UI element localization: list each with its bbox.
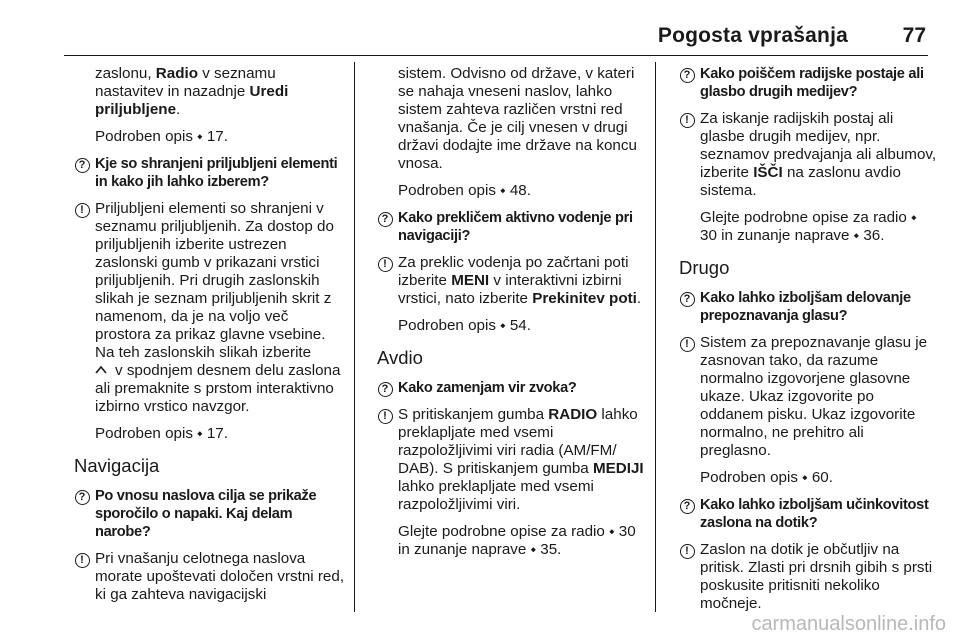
answer-icon: ! xyxy=(679,541,695,559)
answer-text: Priljubljeni elementi so shranjeni v seznamu priljubljenih. Za dostop do priljubljenih izberite ustrezen zaslonski gumb v prikazani vrstici priljubljenih. Pri drugih zaslonskih slikah je seznam priljubljenih skrit z namenom, da je na voljo več prostora za prikaz glavne vsebine. Na teh zaslonskih slikah izberite xyxy=(95,200,334,361)
chevron-up-icon xyxy=(95,364,107,376)
question-text: Kako zamenjam vir zvoka? xyxy=(398,380,577,396)
reference-text: Podroben opis ⬩ 60. xyxy=(700,469,833,486)
watermark: carmanualsonline.info xyxy=(751,613,946,635)
answer-icon: ! xyxy=(74,550,90,568)
question-icon: ? xyxy=(74,155,90,173)
question-text: Kje so shranjeni priljubljeni elementi in kako jih lahko izberem? xyxy=(95,156,338,190)
reference-text: Podroben opis ⬩ 17. xyxy=(95,425,228,442)
answer-icon: ! xyxy=(377,254,393,272)
page-header xyxy=(0,0,960,58)
answer-icon: ! xyxy=(377,406,393,424)
question-item xyxy=(62,487,347,541)
column-divider xyxy=(354,62,355,612)
header-rule xyxy=(64,55,928,56)
answer-item xyxy=(667,110,937,200)
answer-item xyxy=(62,200,347,416)
question-item xyxy=(667,496,937,532)
question-icon: ? xyxy=(377,379,393,397)
reference-text: Podroben opis ⬩ 48. xyxy=(398,182,531,199)
column-1 xyxy=(62,58,347,612)
question-icon: ? xyxy=(74,487,90,505)
answer-item xyxy=(365,254,648,308)
intro-paragraph: zaslonu, Radio v seznamu nastavitev in nazadnje Uredi priljubljene. xyxy=(95,65,289,118)
question-item xyxy=(365,209,648,245)
question-text: Po vnosu naslova cilja se prikaže sporočilo o napaki. Kaj delam narobe? xyxy=(95,488,317,540)
answer-text: Za iskanje radijskih postaj ali glasbe drugih medijev, npr. seznamov predvajanja ali albumov, izberite IŠČI na zaslonu avdio sistema. xyxy=(700,110,937,199)
question-item xyxy=(365,379,648,397)
section-heading-audio: Avdio xyxy=(377,347,423,368)
question-icon: ? xyxy=(679,65,695,83)
question-text: Kako poiščem radijske postaje ali glasbo drugih medijev? xyxy=(700,66,924,100)
question-item xyxy=(667,289,937,325)
page-number: 77 xyxy=(902,24,926,47)
section-heading-other: Drugo xyxy=(679,257,730,278)
reference-text: Glejte podrobne opise za radio ⬩ 30 in zunanje naprave ⬩ 35. xyxy=(398,523,636,558)
reference-text: Glejte podrobne opise za radio ⬩ 30 in zunanje naprave ⬩ 36. xyxy=(700,209,917,244)
question-text: Kako lahko izboljšam delovanje prepoznavanja glasu? xyxy=(700,290,911,324)
answer-item xyxy=(62,550,347,604)
answer-icon: ! xyxy=(74,200,90,218)
answer-icon: ! xyxy=(679,110,695,128)
answer-text-cont: v spodnjem desnem delu zaslona ali premaknite s prstom interaktivno izbirno vrstico navzgor. xyxy=(95,362,341,415)
column-divider xyxy=(655,62,656,612)
column-2 xyxy=(365,58,648,612)
reference-text: Podroben opis ⬩ 17. xyxy=(95,128,228,145)
column-3 xyxy=(667,58,937,612)
answer-text: Za preklic vodenja po začrtani poti izberite MENI v interaktivni izbirni vrstici, nato izberite Prekinitev poti. xyxy=(398,254,642,307)
question-item xyxy=(667,65,937,101)
question-text: Kako prekličem aktivno vodenje pri navigaciji? xyxy=(398,210,633,244)
answer-text: Sistem za prepoznavanje glasu je zasnovan tako, da razume normalno izgovorjene glasovne ukaze. Ukaz izgovorite po oddanem pisku. Ukaz izgovorite normalno, ne prehitro ali preglasno. xyxy=(700,334,928,459)
answer-text: Zaslon na dotik je občutljiv na pritisk. Zlasti pri drsnih gibih s prsti poskusite pritisniti nekoliko močneje. xyxy=(700,541,933,612)
answer-item xyxy=(365,406,648,514)
answer-text: Pri vnašanju celotnega naslova morate upoštevati določen vrstni red, ki ga zahteva navigacijski xyxy=(95,550,345,603)
question-icon: ? xyxy=(679,289,695,307)
question-text: Kako lahko izboljšam učinkovitost zaslona na dotik? xyxy=(700,497,929,531)
answer-icon: ! xyxy=(679,334,695,352)
section-heading-navigation: Navigacija xyxy=(74,455,160,476)
question-item xyxy=(62,155,347,191)
question-icon: ? xyxy=(679,496,695,514)
answer-item xyxy=(667,541,937,613)
answer-text: S pritiskanjem gumba RADIO lahko preklapljate med vsemi razpoložljivimi viri radia (AM/FM/ DAB). S pritiskanjem gumba MEDIJI lahko preklapljate med vsemi razpoložljivimi viri. xyxy=(398,406,644,513)
continued-text: sistem. Odvisno od države, v kateri se nahaja vneseni naslov, lahko sistem zahteva različen vrstni red vnašanja. Če je cilj vnesen v drugi državi dodajte ime države na koncu vnosa. xyxy=(398,65,637,172)
answer-item xyxy=(667,334,937,460)
reference-text: Podroben opis ⬩ 54. xyxy=(398,317,531,334)
question-icon: ? xyxy=(377,209,393,227)
page-title: Pogosta vprašanja xyxy=(657,24,848,47)
